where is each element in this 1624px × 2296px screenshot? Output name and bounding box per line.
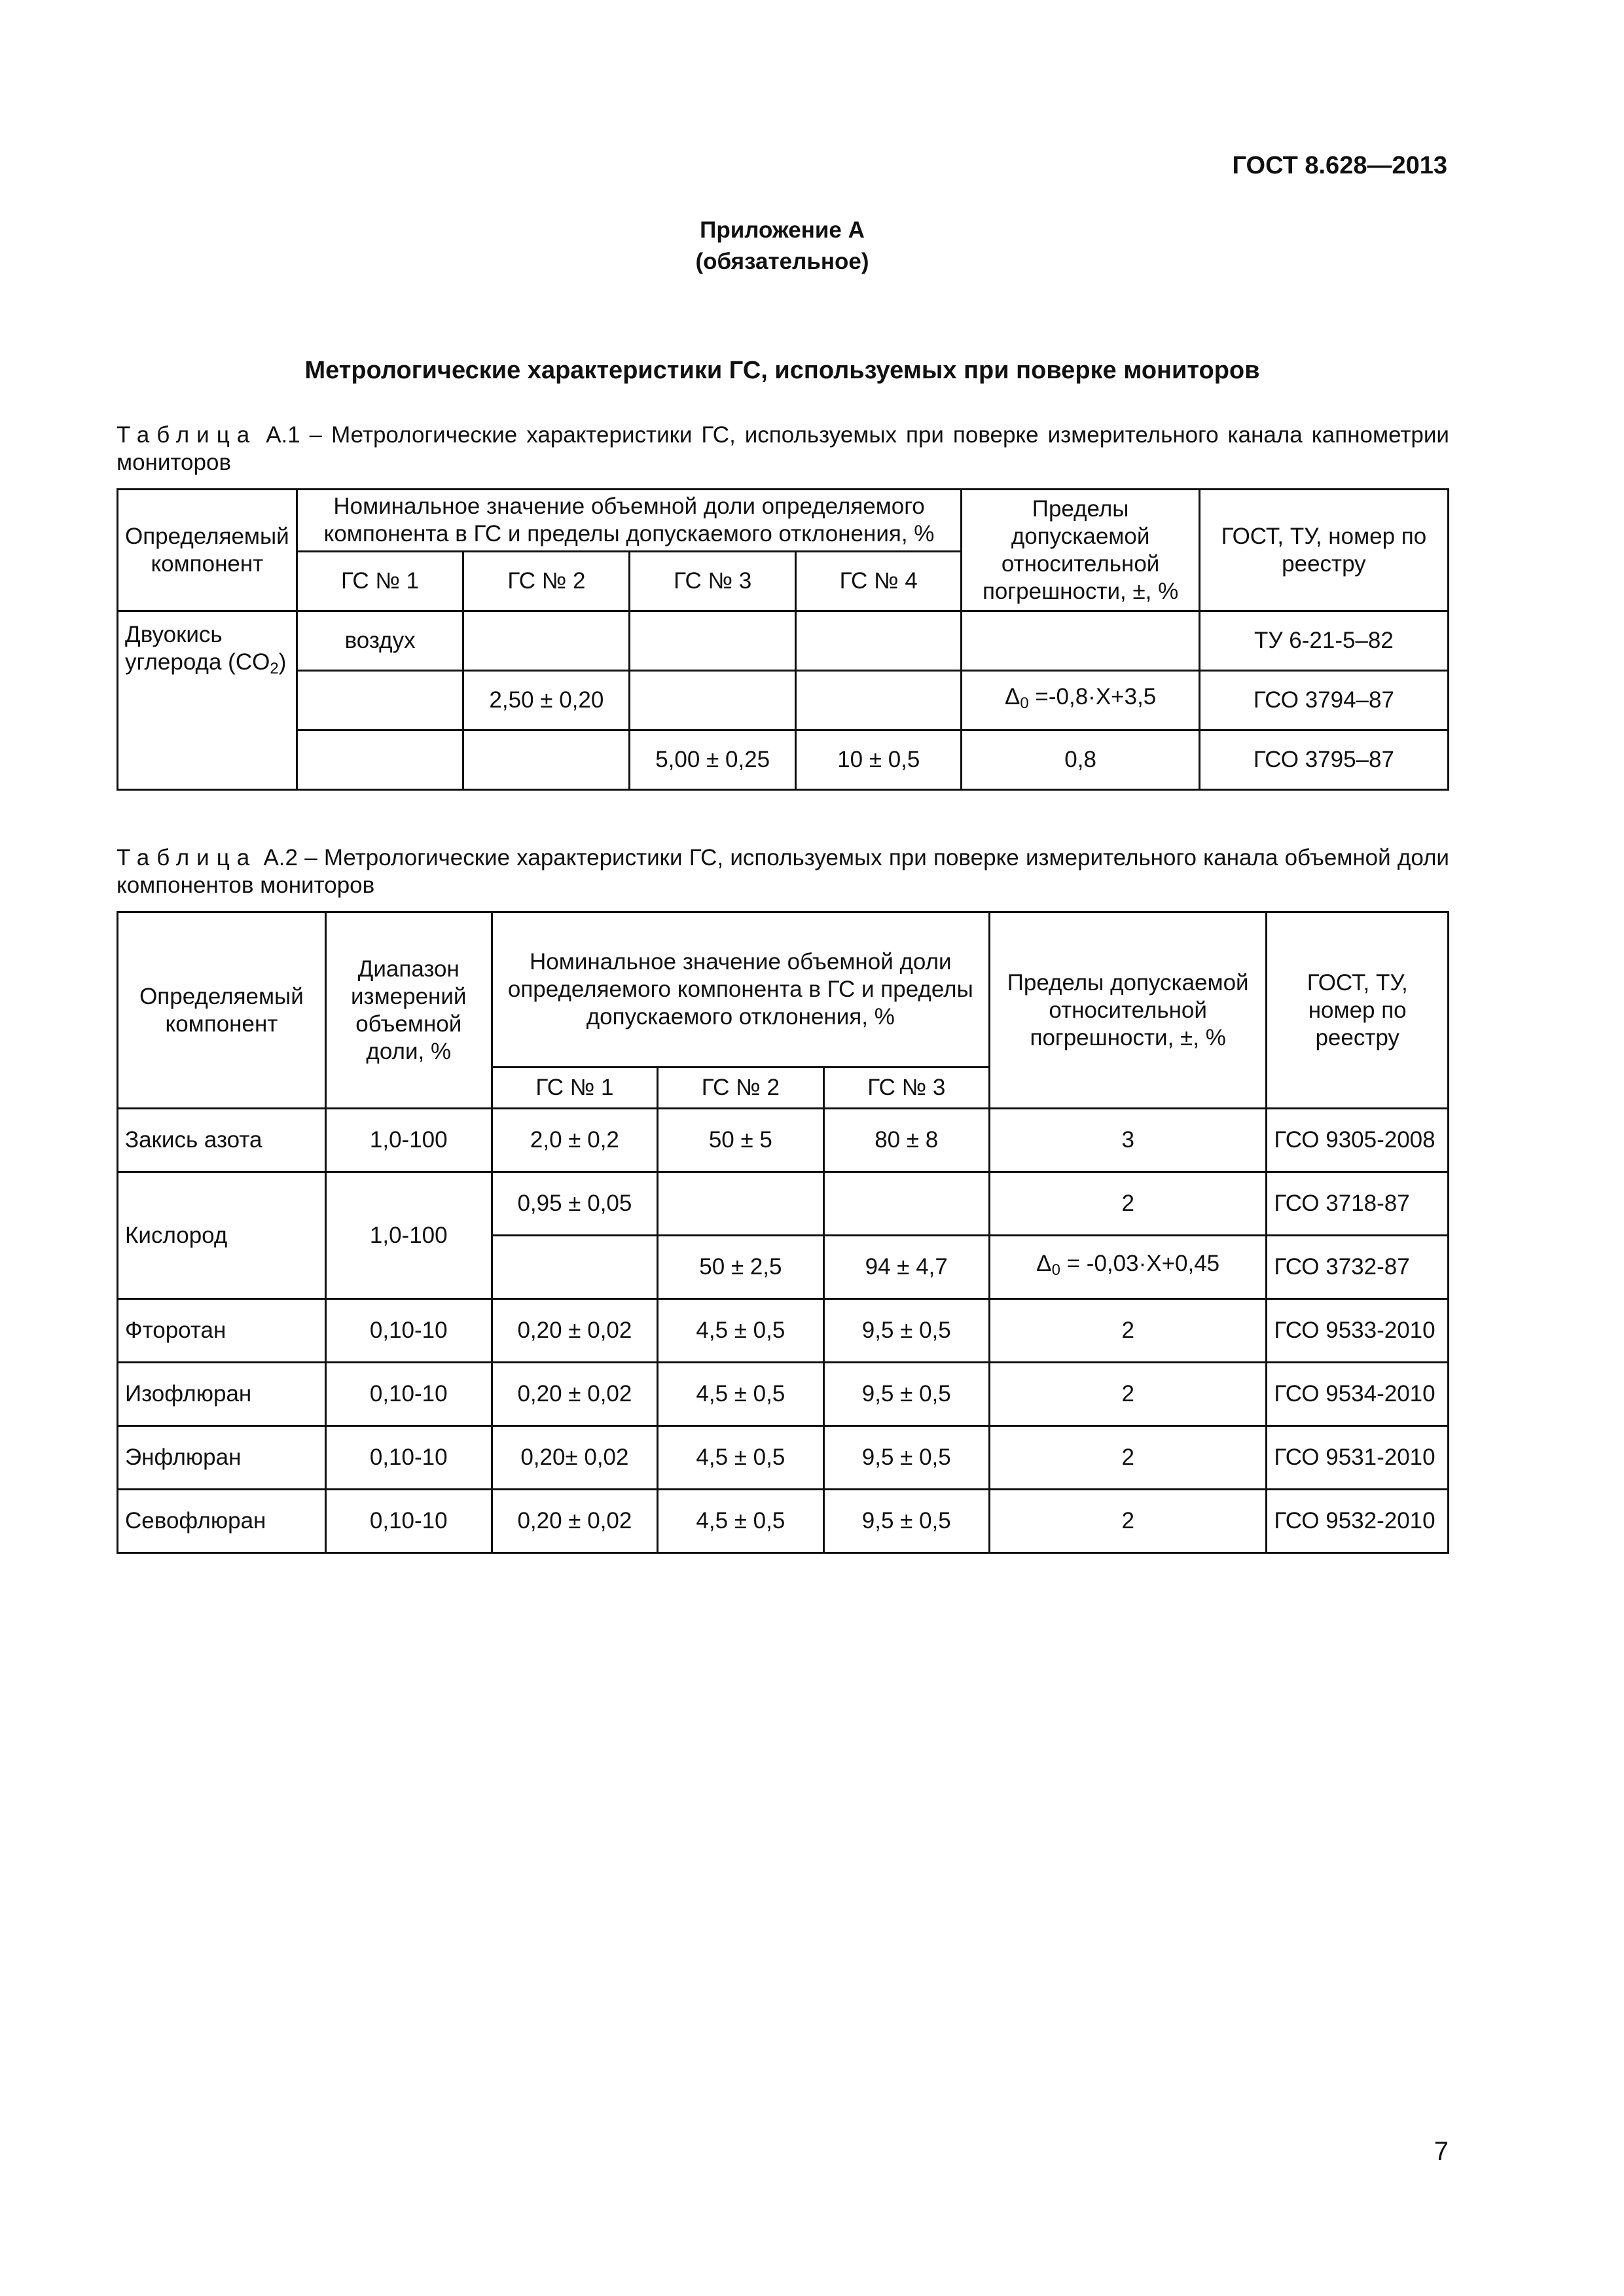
header-gost: ГОСТ, ТУ, номер по реестру [1199, 490, 1448, 611]
component-subscript: 2 [270, 660, 279, 677]
cell-gost: ТУ 6-21-5–82 [1199, 611, 1448, 671]
header-range: Диапазон измерений объемной доли, % [325, 912, 492, 1109]
cell-error: 2 [989, 1426, 1266, 1490]
cell-component: Закись азота [118, 1109, 326, 1172]
cell-gs2 [658, 1172, 823, 1236]
cell-gs1: 0,20± 0,02 [492, 1426, 658, 1490]
cell-gost: ГСО 9305-2008 [1267, 1109, 1449, 1172]
cell-gost: ГСО 3718-87 [1267, 1172, 1449, 1236]
delta-subscript: 0 [1051, 1261, 1060, 1279]
table-row [118, 611, 1449, 671]
cell-component: Севофлюран [118, 1490, 326, 1553]
table-row [118, 1172, 1449, 1236]
table-a2 [117, 911, 1449, 1554]
section-title: Метрологические характеристики ГС, используемых при поверке мониторов [304, 357, 1260, 384]
cell-component: Энфлюран [118, 1426, 326, 1490]
header-gs2: ГС № 2 [658, 1067, 823, 1109]
table-a1 [117, 488, 1449, 791]
cell-gost: ГСО 9533-2010 [1267, 1299, 1449, 1363]
cell-gs4 [796, 671, 962, 730]
delta-symbol: Δ [1004, 684, 1020, 709]
header-gs2: ГС № 2 [463, 552, 630, 611]
table-row [118, 1109, 1449, 1172]
header-error: Пределы допускаемой относительной погрешности, ±, % [989, 912, 1266, 1109]
cell-gs1 [297, 730, 463, 790]
cell-gs2: 50 ± 5 [658, 1109, 823, 1172]
cell-component: Кислород [118, 1172, 326, 1299]
cell-range: 0,10-10 [325, 1363, 492, 1426]
cell-gs2: 50 ± 2,5 [658, 1236, 823, 1299]
cell-gs2: 4,5 ± 0,5 [658, 1363, 823, 1426]
table-row [118, 1299, 1449, 1363]
cell-gs1: 0,20 ± 0,02 [492, 1490, 658, 1553]
table-header-row [118, 912, 1449, 1067]
page-number: 7 [1434, 2137, 1449, 2166]
appendix-title: Приложение А [700, 217, 865, 243]
cell-gs1: воздух [297, 611, 463, 671]
cell-gs3: 9,5 ± 0,5 [823, 1363, 989, 1426]
header-nominal: Номинальное значение объемной доли определяемого компонента в ГС и пределы допускаемого отклонения, % [297, 490, 962, 552]
delta-symbol: Δ [1036, 1251, 1052, 1276]
header-gs4: ГС № 4 [796, 552, 962, 611]
header-gs1: ГС № 1 [492, 1067, 658, 1109]
header-gs3: ГС № 3 [823, 1067, 989, 1109]
cell-error: 3 [989, 1109, 1266, 1172]
cell-gs1 [492, 1236, 658, 1299]
cell-gs3: 9,5 ± 0,5 [823, 1299, 989, 1363]
cell-error [962, 611, 1199, 671]
cell-range: 1,0-100 [325, 1172, 492, 1299]
cell-gost: ГСО 9531-2010 [1267, 1426, 1449, 1490]
table-row [118, 1490, 1449, 1553]
table1-caption-label: Таблица [117, 422, 257, 448]
cell-gs2: 4,5 ± 0,5 [658, 1426, 823, 1490]
table2-caption-text: А.2 – Метрологические характеристики ГС, используемых при поверке измерительного канала объемной доли компонентов мониторов [117, 845, 1449, 898]
header-component: Определяемый компонент [118, 912, 326, 1109]
cell-error [962, 671, 1199, 730]
cell-gs3 [630, 671, 796, 730]
cell-error [989, 1236, 1266, 1299]
cell-error: 0,8 [962, 730, 1199, 790]
cell-gs2 [463, 611, 630, 671]
error-formula: = -0,03·X+0,45 [1060, 1251, 1220, 1276]
cell-gost: ГСО 3732-87 [1267, 1236, 1449, 1299]
cell-component: Фторотан [118, 1299, 326, 1363]
cell-error: 2 [989, 1172, 1266, 1236]
cell-range: 1,0-100 [325, 1109, 492, 1172]
cell-gs3: 9,5 ± 0,5 [823, 1490, 989, 1553]
component-tail: ) [278, 649, 287, 675]
appendix-heading [0, 215, 1564, 278]
header-error: Пределы допускаемой относительной погрешности, ±, % [962, 490, 1199, 611]
table1-caption [117, 422, 1449, 476]
table1-caption-text: А.1 – Метрологические характеристики ГС, используемых при поверке измерительного канала капнометрии мониторов [117, 422, 1449, 475]
header-component: Определяемый компонент [118, 490, 297, 611]
error-formula: =-0,8·X+3,5 [1028, 684, 1157, 709]
header-gost: ГОСТ, ТУ, номер по реестру [1267, 912, 1449, 1109]
appendix-status: (обязательное) [695, 249, 869, 274]
table-row [118, 671, 1449, 730]
cell-error: 2 [989, 1299, 1266, 1363]
cell-component [118, 611, 297, 790]
table2-caption [117, 844, 1449, 899]
cell-range: 0,10-10 [325, 1426, 492, 1490]
table-header-row [118, 490, 1449, 552]
header-gs1: ГС № 1 [297, 552, 463, 611]
delta-subscript: 0 [1020, 694, 1029, 712]
cell-gs3: 5,00 ± 0,25 [630, 730, 796, 790]
cell-gost: ГСО 9534-2010 [1267, 1363, 1449, 1426]
table-row [118, 730, 1449, 790]
component-text: Двуокись углерода (CO [125, 622, 270, 675]
cell-gs1: 0,20 ± 0,02 [492, 1363, 658, 1426]
cell-gs3: 94 ± 4,7 [823, 1236, 989, 1299]
cell-gs3: 80 ± 8 [823, 1109, 989, 1172]
cell-gs2: 4,5 ± 0,5 [658, 1490, 823, 1553]
cell-gs1: 2,0 ± 0,2 [492, 1109, 658, 1172]
cell-gs1 [297, 671, 463, 730]
cell-gs1: 0,95 ± 0,05 [492, 1172, 658, 1236]
cell-gs1: 0,20 ± 0,02 [492, 1299, 658, 1363]
table-row [118, 1426, 1449, 1490]
cell-gs2: 2,50 ± 0,20 [463, 671, 630, 730]
cell-error: 2 [989, 1490, 1266, 1553]
document-code: ГОСТ 8.628—2013 [1232, 152, 1447, 179]
table2-caption-label: Таблица [117, 845, 257, 870]
header-nominal: Номинальное значение объемной доли определяемого компонента в ГС и пределы допускаемого отклонения, % [492, 912, 989, 1067]
cell-range: 0,10-10 [325, 1299, 492, 1363]
table-row [118, 1363, 1449, 1426]
cell-gs3: 9,5 ± 0,5 [823, 1426, 989, 1490]
cell-range: 0,10-10 [325, 1490, 492, 1553]
cell-error: 2 [989, 1363, 1266, 1426]
cell-gs2 [463, 730, 630, 790]
cell-gost: ГСО 9532-2010 [1267, 1490, 1449, 1553]
cell-gost: ГСО 3794–87 [1199, 671, 1448, 730]
cell-component: Изофлюран [118, 1363, 326, 1426]
cell-gs3 [630, 611, 796, 671]
cell-gs3 [823, 1172, 989, 1236]
header-gs3: ГС № 3 [630, 552, 796, 611]
cell-gs2: 4,5 ± 0,5 [658, 1299, 823, 1363]
cell-gs4 [796, 611, 962, 671]
cell-gs4: 10 ± 0,5 [796, 730, 962, 790]
cell-gost: ГСО 3795–87 [1199, 730, 1448, 790]
